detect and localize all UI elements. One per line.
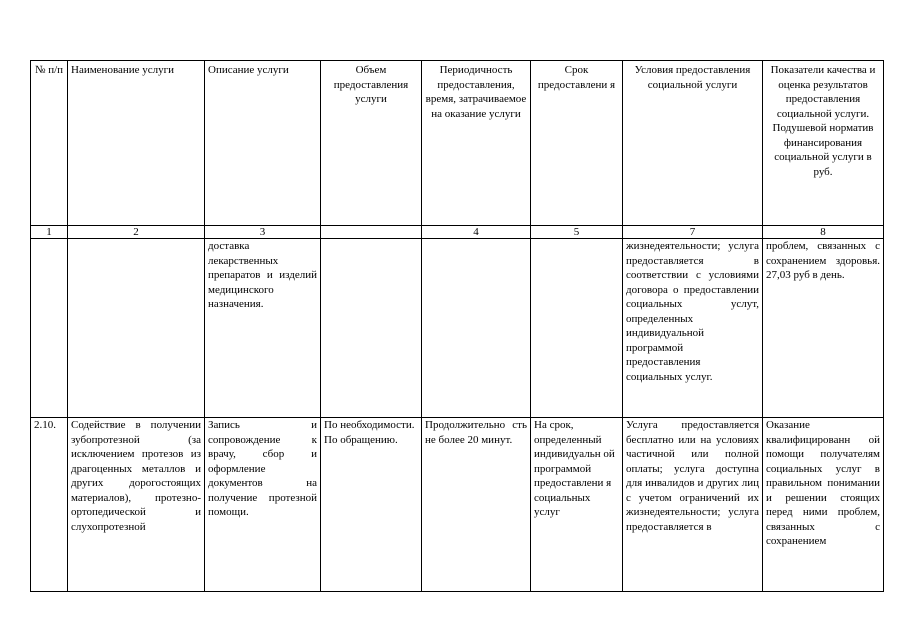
table-row: [31, 239, 884, 418]
table-row: [31, 418, 884, 592]
column-number-7: 7: [623, 226, 763, 239]
column-number-8: 8: [763, 226, 884, 239]
service-term: [531, 239, 623, 418]
header-conditions: Условия предоставления социальной услуги: [623, 61, 763, 226]
service-description: доставка лекарственных препаратов и изделий медицинского назначения.: [205, 239, 321, 418]
column-number-5: 5: [531, 226, 623, 239]
header-indicators: Показатели качества и оценка результатов предоставления социальной услуги. Подушевой норматив финансирования социальной услуги в руб.: [763, 61, 884, 226]
header-row: [31, 61, 884, 226]
header-periodicity: Периодичность предоставления, время, затрачиваемое на оказание услуги: [422, 61, 531, 226]
service-name: [68, 239, 205, 418]
services-table: [30, 60, 884, 592]
service-conditions: Услуга предоставляется бесплатно или на условиях частичной или полной оплаты; услуга доступна для инвалидов и других лиц с учетом ограничений их жизнедеятельности; услуга предоставляется в: [623, 418, 763, 592]
service-indicators: Оказание квалифицированн ой помощи получателям социальных услуг в правильном понимании и решении стоящих перед ними проблем, связанных с сохранением: [763, 418, 884, 592]
column-number-4: 4: [422, 226, 531, 239]
service-description: Запись и сопровождение к врачу, сбор и оформление документов на получение протезной помощи.: [205, 418, 321, 592]
column-number-blank: [321, 226, 422, 239]
column-number-3: 3: [205, 226, 321, 239]
header-volume: Объем предоставления услуги: [321, 61, 422, 226]
service-name: Содействие в получении зубопротезной (за исключением протезов из драгоценных металлов и других дорогостоящих материалов), протезно-ортопедической и слухопротезной: [68, 418, 205, 592]
service-periodicity: [422, 239, 531, 418]
row-number: 2.10.: [31, 418, 68, 592]
service-indicators: проблем, связанных с сохранением здоровья. 27,03 руб в день.: [763, 239, 884, 418]
column-number-row: [31, 226, 884, 239]
service-conditions: жизнедеятельности; услуга предоставляется в соответствии с условиями договора о предоставлении социальных услут, определенных индивидуальной программой предоставления социальных услуг.: [623, 239, 763, 418]
service-term: На срок, определенный индивидуальн ой программой предоставлени я социальных услуг: [531, 418, 623, 592]
column-number-2: 2: [68, 226, 205, 239]
header-service-description: Описание услуги: [205, 61, 321, 226]
row-number: [31, 239, 68, 418]
service-periodicity: Продолжительно сть не более 20 минут.: [422, 418, 531, 592]
service-volume: По необходимости. По обращению.: [321, 418, 422, 592]
header-number: № п/п: [31, 61, 68, 226]
service-volume: [321, 239, 422, 418]
header-service-name: Наименование услуги: [68, 61, 205, 226]
header-term: Срок предоставлени я: [531, 61, 623, 226]
column-number-1: 1: [31, 226, 68, 239]
